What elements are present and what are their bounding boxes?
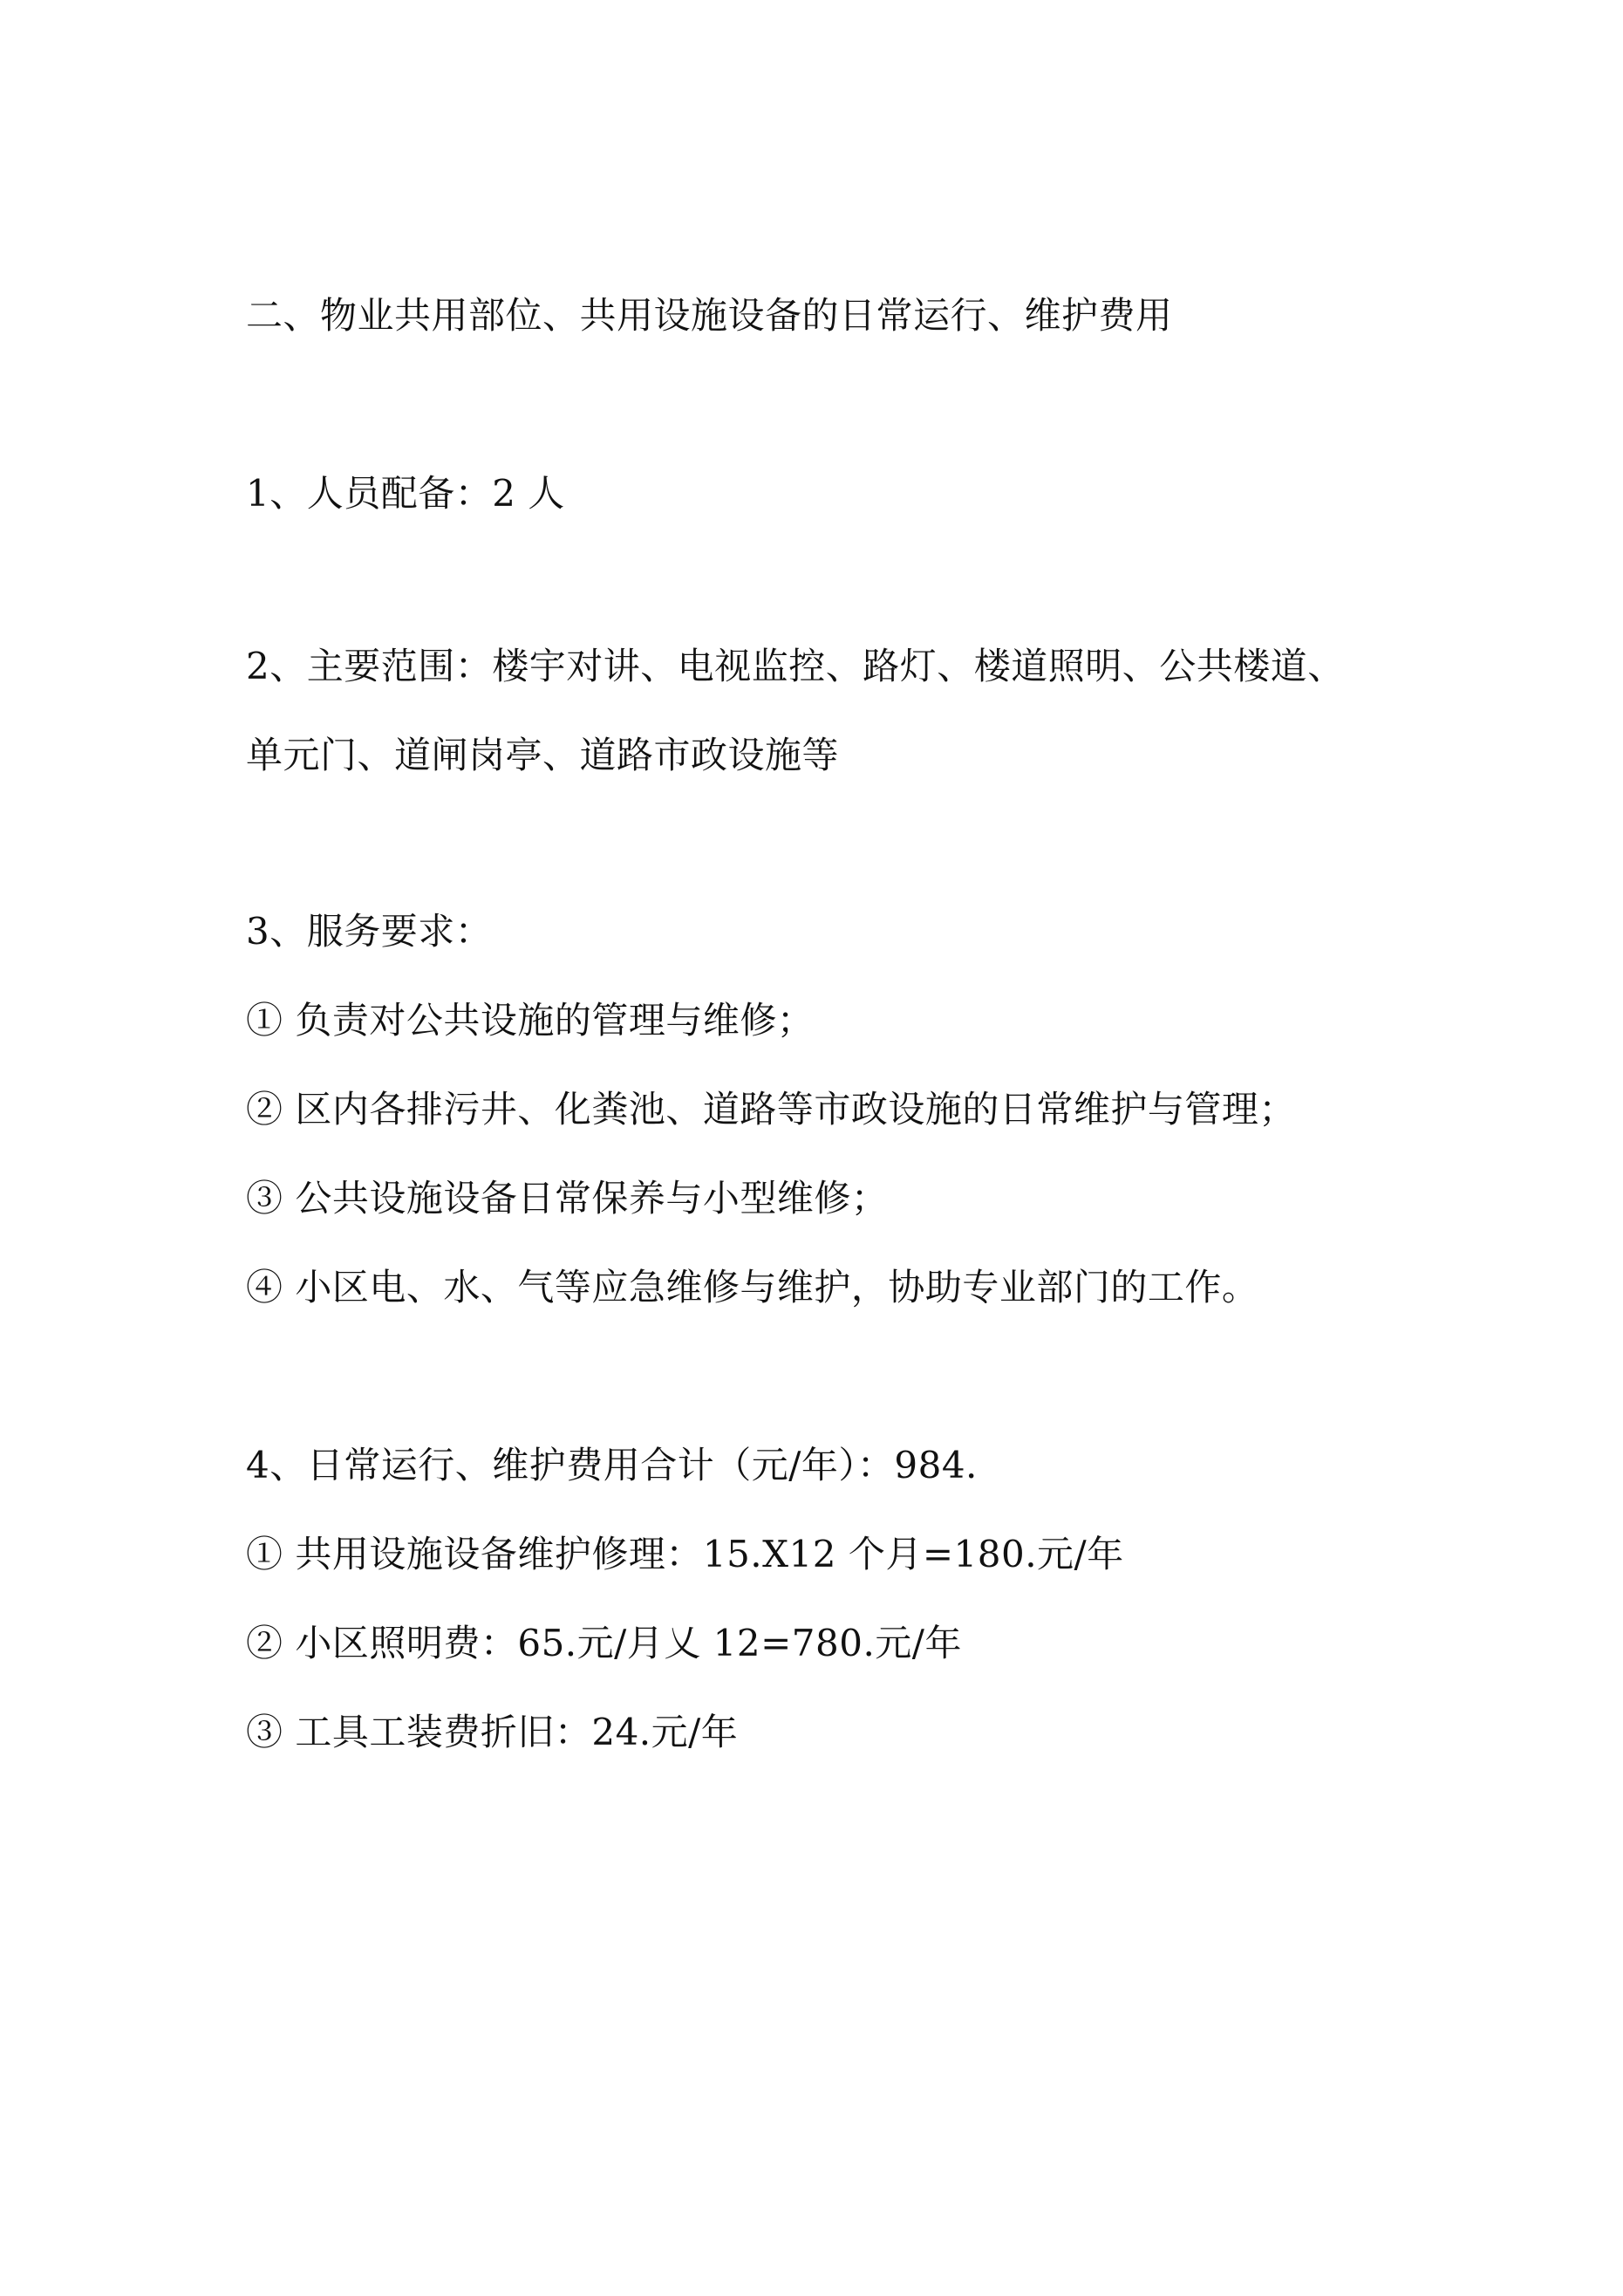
service-item: ④ 小区电、水、气等应急维修与维护，协助专业部门的工作。 — [246, 1266, 1259, 1309]
cost-item: ③ 工具工装费折旧：24.元/年 — [246, 1711, 739, 1753]
scope-line-1: 2、主要范围：楼宇对讲、电视监控、路灯、楼道照明、公共楼道、 — [246, 645, 1345, 687]
cost-item: ② 小区照明费：65.元/月乂 12=780.元/年 — [246, 1622, 962, 1664]
scope-line-2: 单元门、道闸岗亭、道路市政设施等 — [246, 734, 840, 776]
section-heading: 二、物业共用部位、共用设施设备的日常运行、维护费用 — [246, 294, 1173, 337]
service-item: ③ 公共设施设备日常保养与小型维修； — [246, 1177, 889, 1220]
service-title: 3、服务要求： — [246, 910, 493, 953]
staffing-line: 1、人员配备：2 人 — [246, 472, 565, 515]
service-item: ② 区内各排污井、化粪池、道路等市政设施的日常维护与管理； — [246, 1088, 1296, 1131]
service-item: ① 负责对公共设施的管理与维修； — [246, 999, 815, 1042]
cost-item: ① 共用设施设备维护修理：15.X12 个月=180.元/年 — [246, 1533, 1124, 1575]
cost-title: 4、日常运行、维护费用合计（元/年）：984. — [246, 1444, 978, 1486]
